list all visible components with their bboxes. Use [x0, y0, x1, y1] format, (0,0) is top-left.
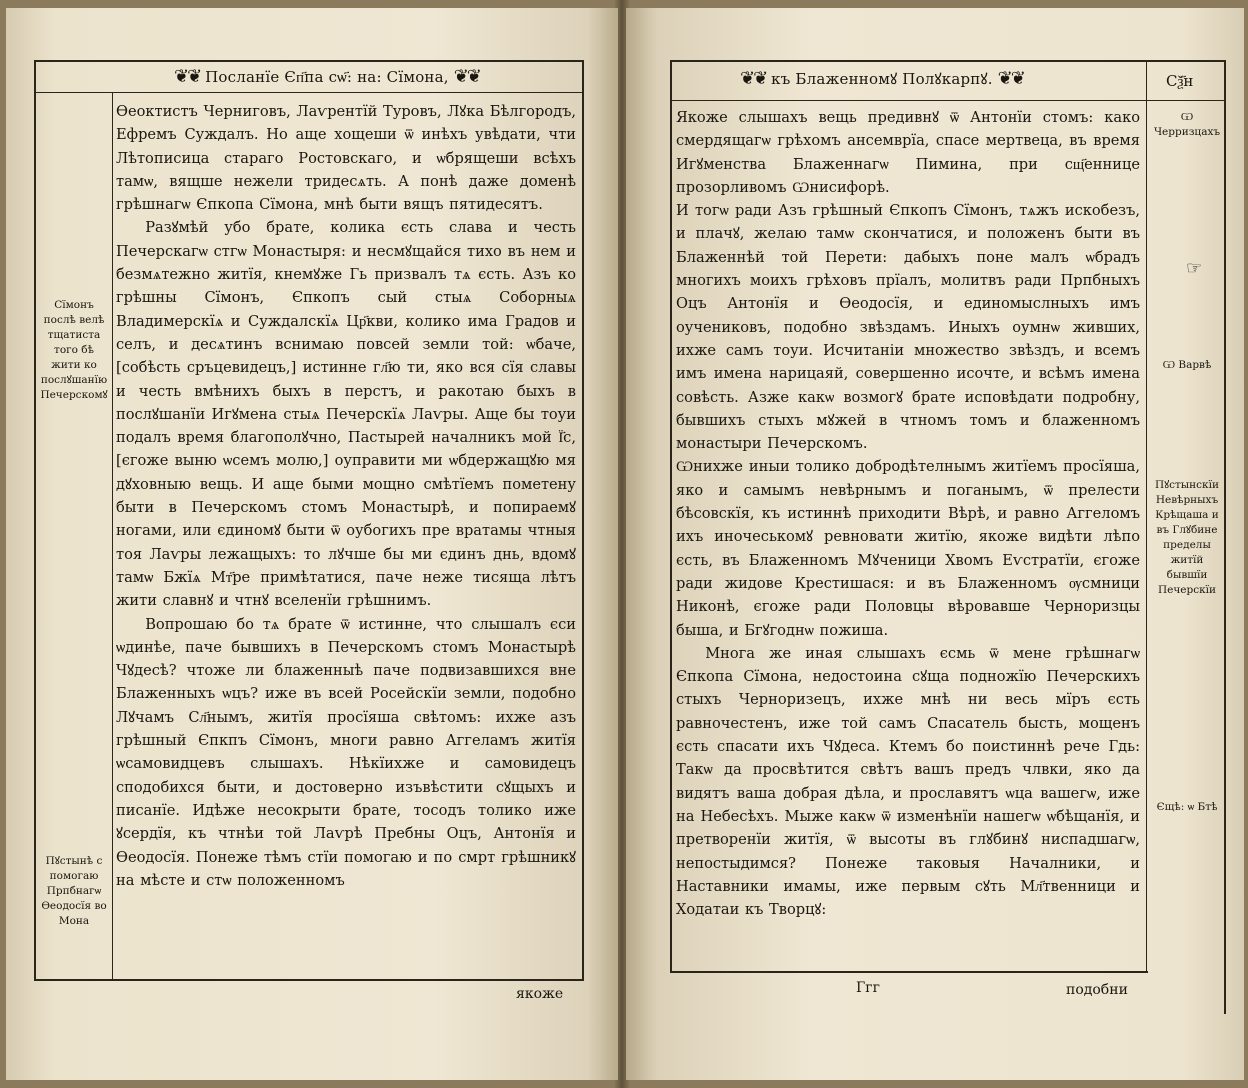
right-catchword: подобни — [1066, 982, 1128, 998]
right-margin-note: Єщѣ: ѡ Бтѣ — [1156, 801, 1218, 813]
right-margin-note: Ѡ Варвѣ — [1162, 359, 1212, 371]
left-body-text — [116, 100, 576, 972]
left-paragraph: Вопрошаю бо тѧ брате ѿ истинне, что слышалъ єси ѡдинѣе, паче бывшихъ в Печерскомъ стомъ Монастырѣ Чꙋдесѣ? чтоже ли блаженныѣ паче подвизавшихся вне Блаженныхъ ѡцъ? иже въ всей Росейскїи земли, подобно Лꙋчамъ Сл҃нымъ, житїя просїяша свѣтомъ: ихже азъ грѣшный Єпкпъ Сїмонъ, многи равно Аггеламъ житїя ѡсамовидцевъ слышахъ. Нѣкїихже и самовидецъ сподобихся быти, и достоверно изъвѣстити сꙋщыхъ и писанїе. Идѣже несокрыти брате, тосодъ толико иже ꙋсердїя, къ чтнѣи той Лаѵрѣ Пребны Оцъ, Антонїя и Ѳеодосїя. Понеже тѣмъ стїи помогаю и по смрт грѣшникꙋ на мѣсте и стѡ положенномъ — [116, 615, 576, 889]
right-running-head — [740, 68, 1024, 89]
right-header-title: къ Блаженномꙋ Полꙋкарпꙋ. — [771, 70, 993, 88]
page-number: Сѯ҃н — [1166, 72, 1194, 90]
left-frame-top-rule — [34, 60, 582, 62]
left-margin-note: Пꙋстынѣ с помогаю Прпбнагѡ Ѳеодосїя во Мона — [41, 855, 107, 927]
left-frame-margin-rule — [112, 92, 113, 980]
ornament-icon: ❦❦ — [740, 68, 767, 89]
pointing-hand-icon: ☞ — [1186, 258, 1203, 279]
left-paragraph: Ѳеоктистъ Черниговъ, Лаѵрентїй Туровъ, Лꙋка Бѣлгородъ, Ефремъ Суждалъ. Но аще хощеши ѿ инѣхъ увѣдати, чти Лѣтописица стараго Ростовскаго, и ѡбрящеши всѣхъ тамѡ, вящше нежели тридесѧть. А понѣ даже доменѣ грѣшнагѡ Єпкопа Сїмона, мнѣ быти вящъ пятидесятъ. — [116, 103, 576, 214]
left-page — [6, 8, 618, 1080]
right-body-text — [676, 106, 1140, 968]
left-frame-outer-rule — [34, 60, 36, 980]
right-page — [626, 8, 1244, 1080]
right-frame-outer-rule — [1224, 60, 1226, 1014]
signature-mark: Ггг — [856, 980, 880, 996]
right-paragraph: Ѡнихже иныи толико добродѣтелнымъ житїемъ просїяша, яко и самымъ невѣрнымъ и поганымъ, ѿ прелести бѣсовскїя, къ истиннѣ приходити Вѣрѣ, и равно Аггеломъ ихъ иночеськомꙋ ревновати житїю, якоже видѣти лѣпо єсть, въ Блаженномъ Мꙋченици Хвомъ Еѵстратїи, єгоже ради жидове Крестишася: и въ Блаженномъ ѹсмници Никонѣ, єгоже ради Половцы вѣровавше Черноризцы быша, и Бгꙋгоднѡ пожиша. — [676, 458, 1140, 639]
right-margin-note: Пꙋстынскїи Невѣрныхъ Крѣщаша и въ Глꙋбине пределы житїй бывшїи Печерскїи — [1155, 479, 1219, 596]
left-frame-bottom-rule — [34, 979, 584, 981]
right-paragraph: Многа же иная слышахъ єсмь ѿ мене грѣшнагѡ Єпкопа Сїмона, недостоина сꙋща подножїю Печерскихъ стыхъ Черноризецъ, ихже мнѣ ни весь мїръ єсть равночестенъ, иже той самъ Спасатель бысть, мощенъ єсть спасати ихъ Чꙋдеса. Ктемъ бо поистиннѣ рече Гдь: Такѡ да просвѣтится свѣтъ вашъ предъ члвки, яко да видятъ ваша добрая дѣла, и прославятъ ѡца вашегѡ, иже на Небесѣхъ. Мыже какѡ ѿ изменѣнїи нашегѡ ѡбѣщанїя, и претворенїи житїя, ѿ высоты въ глꙋбинꙋ ниспадшагѡ, непостыдимся? Понеже таковыя Началники, и Наставники имамы, иже первым сꙋть Мл҃твенници и Ходатаи къ Творцꙋ: — [676, 644, 1140, 919]
ornament-icon: ❦❦ — [174, 66, 201, 87]
left-header-title: Посланїе Єп҃па сѡ҃: на: Сїмона, — [205, 68, 449, 86]
right-paragraph: И тогѡ ради Азъ грѣшный Єпкопъ Сїмонъ, тѧжъ искобезъ, и плачꙋ, желаю тамѡ скончатися, и положенъ быти въ Блаженнѣй той Перети: дабыхъ поне малъ ѡбрадъ многихъ моихъ грѣховъ прїалъ, молитвъ ради Прпбныхъ Оцъ Антонїя и Ѳеодосїя, и единомыслныхъ имъ оучениковъ, подобно звѣздамъ. Иныхъ оумнѡ живших, ихже самъ тоуи. Исчитаніи множество звѣздъ, и всемъ имъ имена нарицаяй, совершенно исочте, и всѣмъ имена совѣсть. Азже какѡ возмогꙋ брате исповѣдати подробну, бывшихъ стыхъ мꙋжей в чтномъ томъ и блаженномъ монастыри Печерскомъ. — [676, 202, 1140, 453]
ornament-icon: ❦❦ — [453, 66, 480, 87]
right-frame-header-rule — [670, 100, 1226, 101]
left-catchword: якоже — [516, 986, 564, 1002]
right-margin-note: Ѡ Черризцахъ — [1153, 111, 1221, 138]
left-running-head — [174, 66, 480, 87]
right-frame-top-rule — [670, 60, 1226, 62]
ornament-icon: ❦❦ — [997, 68, 1024, 89]
left-frame-header-rule — [34, 92, 582, 93]
left-margin-note: Сїмонъ послѣ велѣ тщатиста того бѣ жити ко послꙋшанїю Печерскомꙋ — [40, 299, 108, 401]
left-frame-inner-rule — [582, 60, 584, 980]
right-frame-bottom-rule — [670, 971, 1148, 973]
right-frame-inner-rule — [670, 60, 672, 972]
left-paragraph: Разꙋмѣй убо брате, колика єсть слава и честь Печерскагѡ стгѡ Монастыря: и несмꙋщайся тихо въ нем и безмѧтежно житїя, кнемꙋже Гь призвалъ тѧ єсть. Азъ ко грѣшны Сїмонъ, Єпкопъ сый стыѧ Соборныѧ Владимерскїѧ и Суждалскїѧ Цр҃кви, колико има Градов и селъ, и десѧтинъ вснимаю повсей земли той: ѡбаче, [собѣсть сръцевидецъ,] истинне гл҃ю ти, яко вся сїя славы и честь вмѣнихъ быхъ в перстъ, и ракотаю быхъ в послꙋшанїи Игꙋмена стыѧ Печерскїѧ Лаѵры. Аще бы тоуи подалъ время благополꙋчно, Пастырей началникъ мой Ї҃с, [єгоже выню ѡсемъ молю,] оуправити ми ѡбдержащꙋю мя дꙋховныю вещь. И аще быми мощно смѣтїемъ пометену быти в Печерскомъ стомъ Монастырѣ, и попираемꙋ ногами, или єдиномꙋ быти ѿ оубогихъ пре вратамы чтныя тоя Лаѵры лежащыхъ: то лꙋчше бы ми єдинъ днь, вдомꙋ тамѡ Бжїѧ Мт҃ре примѣтатися, паче неже тисяща лѣтъ жити славнꙋ и чтнꙋ вселенїи грѣшнимъ. — [116, 219, 576, 610]
right-frame-margin-rule — [1146, 60, 1147, 972]
right-paragraph: Якоже слышахъ вещь предивнꙋ ѿ Антонїи стомъ: како смердящагѡ грѣхомъ ансемврїа, спасе мертвеца, въ время Игꙋменства Блаженнагѡ Пимина, при сщ҃еннице прозорливомъ Ѡнисифорѣ. — [676, 109, 1140, 196]
